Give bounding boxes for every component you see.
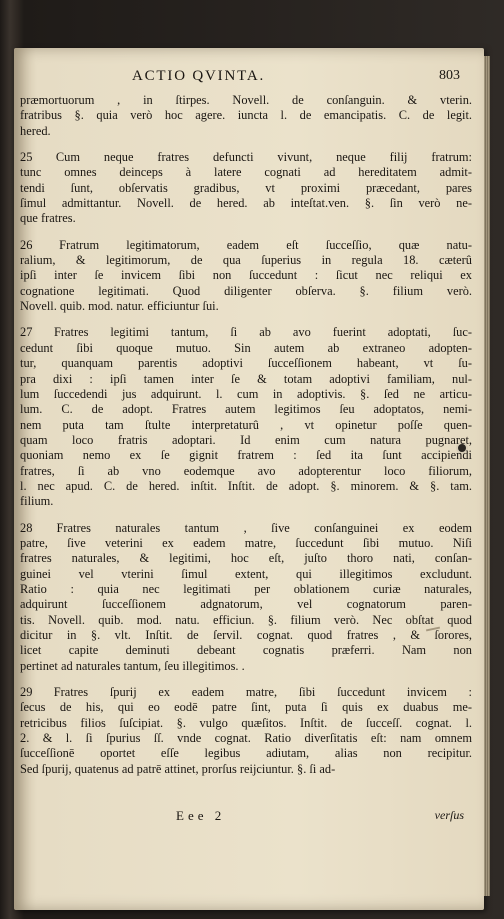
text-line	[20, 284, 472, 299]
line-text: quoniam nemo ex ſe gignit fratrem : ſed ita ſunt accipiendi	[20, 448, 472, 463]
line-text: Fratres legitimi tantum, ſi ab avo fuerint adoptati, ſuc-	[53, 325, 472, 340]
text-line	[20, 433, 472, 448]
line-text: que fratres.	[20, 211, 76, 226]
line-text: ſimul admittantur. Novell. de hered. ab inteſtat.ven. §. ſin verò ne-	[20, 196, 472, 211]
line-text: cedunt ſibi quoque mutuo. Sin autem ab extraneo adopten-	[20, 340, 472, 355]
line-text: nem puta tam ſtulte interpretaturû , vt opinetur poſſe quen-	[20, 417, 472, 432]
line-text: Ratio : quia nec legitimati per oblationem curiæ naturales,	[20, 581, 472, 596]
text-line	[20, 700, 472, 715]
line-text: adquirunt ſucceſſionem adgnatorum, vel cognatorum paren-	[20, 597, 472, 612]
text-line	[20, 731, 472, 746]
line-text: præmortuorum , in ſtirpes. Novell. de conſanguin. & vterin.	[20, 93, 472, 107]
text-line	[20, 165, 472, 180]
line-text: l. nec apud. C. de hered. inſtit. Inſtit. de adopt. §. minorem. & §. tam.	[20, 478, 472, 493]
text-line	[20, 762, 472, 777]
text-line	[20, 551, 472, 566]
page-fore-edge	[484, 56, 490, 896]
text-line	[20, 93, 472, 108]
signature-mark: Eee 2	[176, 808, 226, 823]
text-line	[20, 685, 472, 700]
line-text: guinei vel vterini ſimul extent, qui illegitimos excludunt.	[20, 566, 472, 581]
line-text: quam loco fratris adoptari. Id enim cum natura pugnaret,	[20, 432, 472, 447]
text-line	[20, 597, 472, 612]
line-text: 2. & l. ſi ſpurius ſſ. vnde cognat. Ratio diverſitatis eſt: nam omnem	[20, 731, 472, 746]
text-line	[20, 402, 472, 417]
line-text: tis. Novell. quib. mod. natu. efficiun. §. filium verò. Nec obſtat quod	[20, 612, 472, 627]
paragraph	[20, 521, 472, 674]
text-line	[20, 124, 472, 139]
paragraph-number: 29	[20, 685, 33, 700]
line-text: ſucceſſionē oportet eſſe legibus adiutam, alias non recipitur.	[20, 746, 472, 761]
text-line	[20, 341, 472, 356]
text-line	[20, 716, 472, 731]
text-line	[20, 325, 472, 340]
line-text: ralium, & legitimorum, de qua ſuperius in regula 18. cæterû	[20, 253, 472, 268]
text-line	[20, 448, 472, 463]
text-line	[20, 479, 472, 494]
line-text: dicitur in §. vlt. Inſtit. de ſervil. cognat. quod fratres , & ſorores,	[20, 628, 472, 642]
line-text: fratres, ſi ab vno eodemque avo adopterentur loco filiorum,	[20, 463, 472, 478]
text-line	[20, 582, 472, 597]
paragraph-number: 27	[20, 325, 33, 340]
catchword: verſus	[434, 808, 464, 822]
line-text: tendi ſunt, obſervatis gradibus, vt proximi præcedant, pares	[20, 180, 472, 195]
text-line	[20, 150, 472, 165]
line-text: licet capite deminuti debeant cognatis præferri. Nam non	[20, 643, 472, 658]
line-text: ſecus de his, qui eo eodē patre ſint, puta ſi quis ex duabus me-	[20, 700, 472, 715]
page-number: 803	[439, 68, 460, 83]
line-text: fratribus §. quia verò hoc agere. iuncta l. de emancipatis. C. de legit.	[20, 108, 472, 123]
line-text: Cum neque fratres defuncti vivunt, neque filij fratrum:	[55, 150, 472, 165]
line-text: hered.	[20, 123, 51, 138]
line-text: Novell. quib. mod. natur. efficiuntur ſui.	[20, 299, 219, 314]
line-text: Fratrum legitimatorum, eadem eſt ſucceſſio, quæ natu-	[59, 237, 472, 252]
line-text: cognatione legitimati. Quod diligenter obſerva. §. filium verò.	[20, 283, 472, 298]
line-text: Fratres naturales tantum , ſive conſanguinei ex eodem	[56, 520, 472, 535]
paragraph-number: 28	[20, 520, 33, 535]
paragraph	[20, 685, 472, 777]
text-line	[20, 196, 472, 211]
text-line	[20, 567, 472, 582]
page-footer	[20, 808, 472, 826]
line-text: Sed ſpurij, quatenus ad patrē attinet, prorſus reijciuntur. §. ſi ad-	[20, 761, 336, 776]
text-line	[20, 746, 472, 761]
line-text: filium.	[20, 494, 54, 509]
text-line	[20, 211, 472, 226]
text-line	[20, 181, 472, 196]
text-line	[20, 521, 472, 536]
text-line	[20, 464, 472, 479]
text-line	[20, 628, 472, 643]
text-line	[20, 108, 472, 123]
text-line	[20, 494, 472, 509]
text-line	[20, 418, 472, 433]
paragraph-number: 26	[20, 237, 33, 252]
line-text: tunc omnes deinceps à latere cognati ad hereditatem admit-	[20, 165, 472, 180]
line-text: tur, quanquam parentis adoptivi ſucceſſionem habeant, vt ſu-	[20, 356, 472, 371]
text-line	[20, 613, 472, 628]
running-title: ACTIO QVINTA.	[132, 68, 266, 84]
text-line	[20, 643, 472, 658]
text-line	[20, 536, 472, 551]
body-text	[20, 93, 472, 777]
text-line	[20, 299, 472, 314]
text-line	[20, 387, 472, 402]
paragraph-number: 25	[20, 150, 33, 165]
running-header	[20, 68, 470, 90]
text-line	[20, 659, 472, 674]
paragraph	[20, 238, 472, 315]
line-text: lum ſuccedendi jus adquirunt. l. cum in adoptivis. §. ſed ne articu-	[20, 386, 472, 401]
line-text: patre, ſive veterini ex eadem matre, ſuccedunt ſibi mutuo. Niſi	[20, 535, 472, 550]
text-line	[20, 253, 472, 268]
line-text: lum. C. de adopt. Fratres autem legitimos ſeu adoptatos, nemi-	[20, 402, 472, 417]
line-text: pra dixi : ipſi tamen inter ſe & totam adoptivi familiam, nul-	[20, 371, 472, 386]
line-text: ipſi inter ſe invicem ſibi non ſuccedunt : ſicut nec reliqui ex	[20, 268, 472, 283]
line-text: pertinet ad naturales tantum, ſeu illegitimos. .	[20, 658, 245, 673]
text-line	[20, 268, 472, 283]
text-line	[20, 356, 472, 371]
text-line	[20, 238, 472, 253]
text-line	[20, 372, 472, 387]
paragraph	[20, 325, 472, 509]
paragraph	[20, 150, 472, 227]
paragraph	[20, 93, 472, 139]
line-text: fratres naturales, & legitimi, hoc eſt, juſto thoro nati, conſan-	[20, 551, 472, 566]
line-text: retricibus filios ſuſcipiat. §. vulgo quæſitos. Inſtit. de ſucceſſ. cognat. l.	[20, 715, 472, 730]
line-text: Fratres ſpurij ex eadem matre, ſibi ſuccedunt invicem :	[53, 685, 472, 700]
